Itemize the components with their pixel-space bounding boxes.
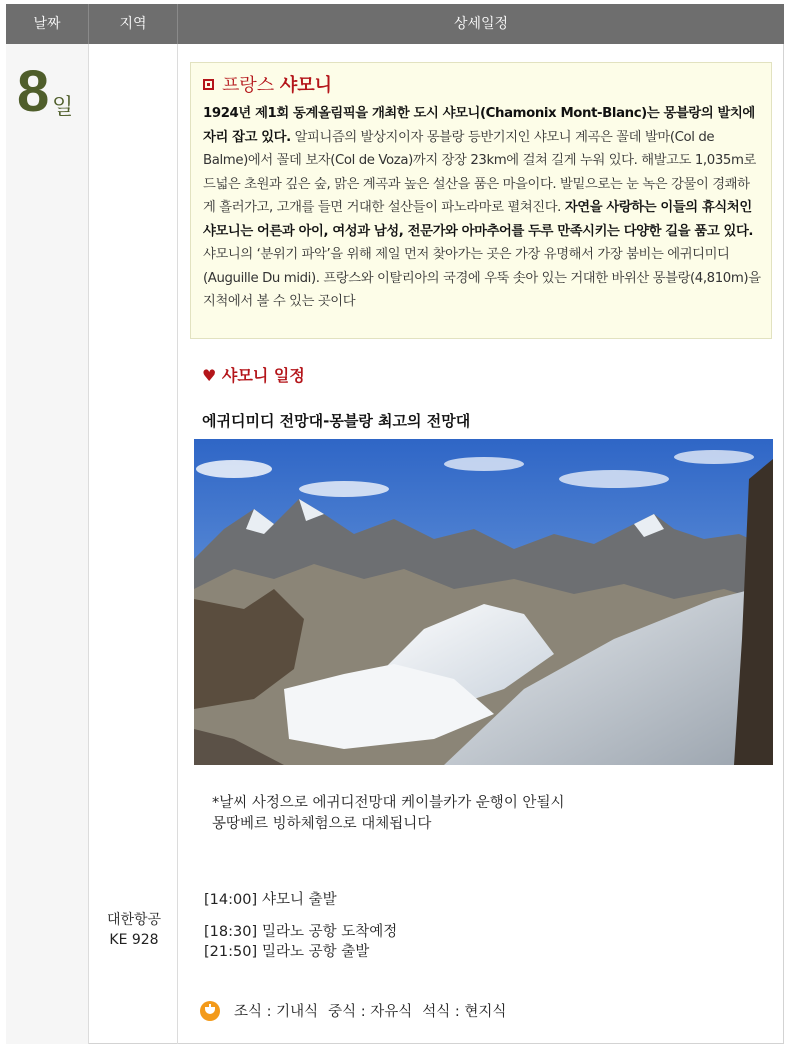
title-country: 프랑스: [222, 75, 275, 96]
region-column: [89, 44, 178, 1044]
meals-row: [200, 1000, 516, 1021]
timeline-item: [204, 920, 397, 941]
airline-name: 대한항공: [106, 912, 162, 928]
timeline-text: 샤모니 출발: [262, 892, 337, 908]
timeline-item: [204, 940, 369, 961]
city-intro-text: [203, 102, 761, 314]
timeline-time: [21:50]: [204, 944, 258, 960]
heart-icon: ♥: [202, 366, 217, 385]
intro-bold-1: 1924년 제1회 동계올림픽을 개최한 도시 샤모니(Chamonix Mont-Blanc)는 몽블랑의 발치에 자리 잡고 있다.: [203, 106, 755, 145]
mont-blanc-photo: [194, 439, 773, 765]
meal-icon: [200, 1001, 220, 1021]
dinner-info: 석식 : 현지식: [422, 1004, 507, 1020]
note-line-1: *날씨 사정으로 에귀디전망대 케이블카가 운행이 안될시: [212, 795, 565, 811]
breakfast-info: 조식 : 기내식: [234, 1004, 319, 1020]
intro-text-1: 알피니즘의 발상지이자 몽블랑 등반기지인 샤모니 계곡은 꼴데 발마(Col de Balme)에서 꼴데 보자(Col de Voza)까지 장장 23km에 걸쳐 길게 누워 있다. 해발고도 1,035m로 드넓은 초원과 깊은 숲, 맑은 계곡과 높은 설산을 품은 마을이다. 발밑으로는 눈 녹은 강물이 경쾌하게 흘러가고, 고개를 들면 거대한 설산들이 파노라마로 펼쳐진다.: [203, 129, 756, 215]
spot-title: 에귀디미디 전망대-몽블랑 최고의 전망대: [202, 412, 471, 430]
note-line-2: 몽땅베르 빙하체험으로 대체됩니다: [212, 816, 432, 832]
day-number: 8: [17, 59, 48, 124]
timeline-item: [204, 888, 337, 909]
timeline-text: 밀라노 공항 도착예정: [262, 924, 398, 940]
square-bullet-icon: [203, 79, 214, 90]
timeline-text: 밀라노 공항 출발: [262, 944, 370, 960]
mountain-landscape-image: [194, 439, 773, 765]
flight-code: KE 928: [109, 932, 159, 948]
date-column: [6, 44, 89, 1044]
timeline-time: [18:30]: [204, 924, 258, 940]
intro-bold-2: 자연을 사랑하는 이들의 휴식처인 샤모니는 어른과 아이, 여성과 남성, 전문가와 아마추어를 두루 만족시키는 다양한 길을 품고 있다.: [203, 200, 754, 239]
header-region: 지역: [89, 4, 178, 44]
day-unit: 일: [52, 95, 74, 120]
intro-text-2: 샤모니의 ‘분위기 파악’을 위해 제일 먼저 찾아가는 곳은 가장 유명해서 가장 붐비는 에귀디미디(Auguille Du midi). 프랑스와 이탈리아의 국경에 우뚝 솟아 있는 거대한 바위산 몽블랑(4,810m)을 지척에서 볼 수 있는 곳이다: [203, 247, 761, 309]
title-city: 샤모니: [279, 75, 333, 96]
header-detail: 상세일정: [453, 16, 509, 32]
flight-info: [96, 910, 172, 950]
header-date: 날짜: [6, 4, 89, 44]
schedule-heading: [202, 363, 305, 386]
city-intro-box: [190, 62, 772, 339]
city-intro-title: [203, 71, 761, 97]
weather-note: [212, 793, 564, 835]
table-header: [6, 4, 784, 44]
timeline-time: [14:00]: [204, 892, 258, 908]
lunch-info: 중식 : 자유식: [328, 1004, 413, 1020]
schedule-heading-text: 샤모니 일정: [221, 366, 305, 385]
